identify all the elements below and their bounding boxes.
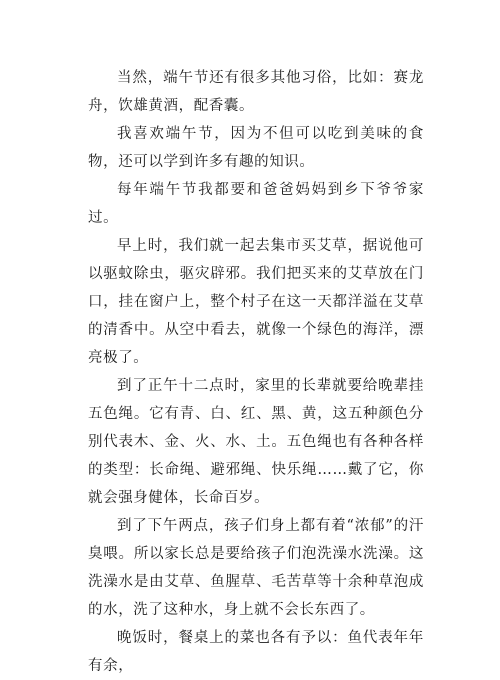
paragraph-dinner: 晚饭时，餐桌上的菜也各有予以：鱼代表年年有余， xyxy=(88,630,424,674)
paragraph-visit-grandpa: 每年端午节我都要和爸爸妈妈到乡下爷爷家过。 xyxy=(88,182,424,226)
paragraph-noon-five-color-rope: 到了正午十二点时，家里的长辈就要给晚辈挂五色绳。它有青、白、红、黑、黄，这五种颜色分别代表木、金、火、水、土。五色绳也有各种各样的类型：长命绳、避邪绳、快乐绳……戴了它，你就会强身健体，长命百岁。 xyxy=(88,378,424,506)
paragraph-morning-mugwort: 早上时，我们就一起去集市买艾草，据说他可以驱蚊除虫，驱灾辟邪。我们把买来的艾草放在门口，挂在窗户上，整个村子在这一天都洋溢在艾草的清香中。从空中看去，就像一个绿色的海洋，漂亮极了。 xyxy=(88,238,424,366)
essay-body xyxy=(88,64,424,680)
paragraph-customs: 当然，端午节还有很多其他习俗，比如：赛龙舟，饮雄黄酒，配香囊。 xyxy=(88,70,424,114)
paragraph-afternoon-bath: 到了下午两点，孩子们身上都有着“浓郁”的汗臭喂。所以家长总是要给孩子们泡洗澡水洗澡。这洗澡水是由艾草、鱼腥草、毛苦草等十余种草泡成的水，洗了这种水，身上就不会长东西了。 xyxy=(88,518,424,618)
paragraph-why-i-like: 我喜欢端午节，因为不但可以吃到美味的食物，还可以学到许多有趣的知识。 xyxy=(88,126,424,170)
